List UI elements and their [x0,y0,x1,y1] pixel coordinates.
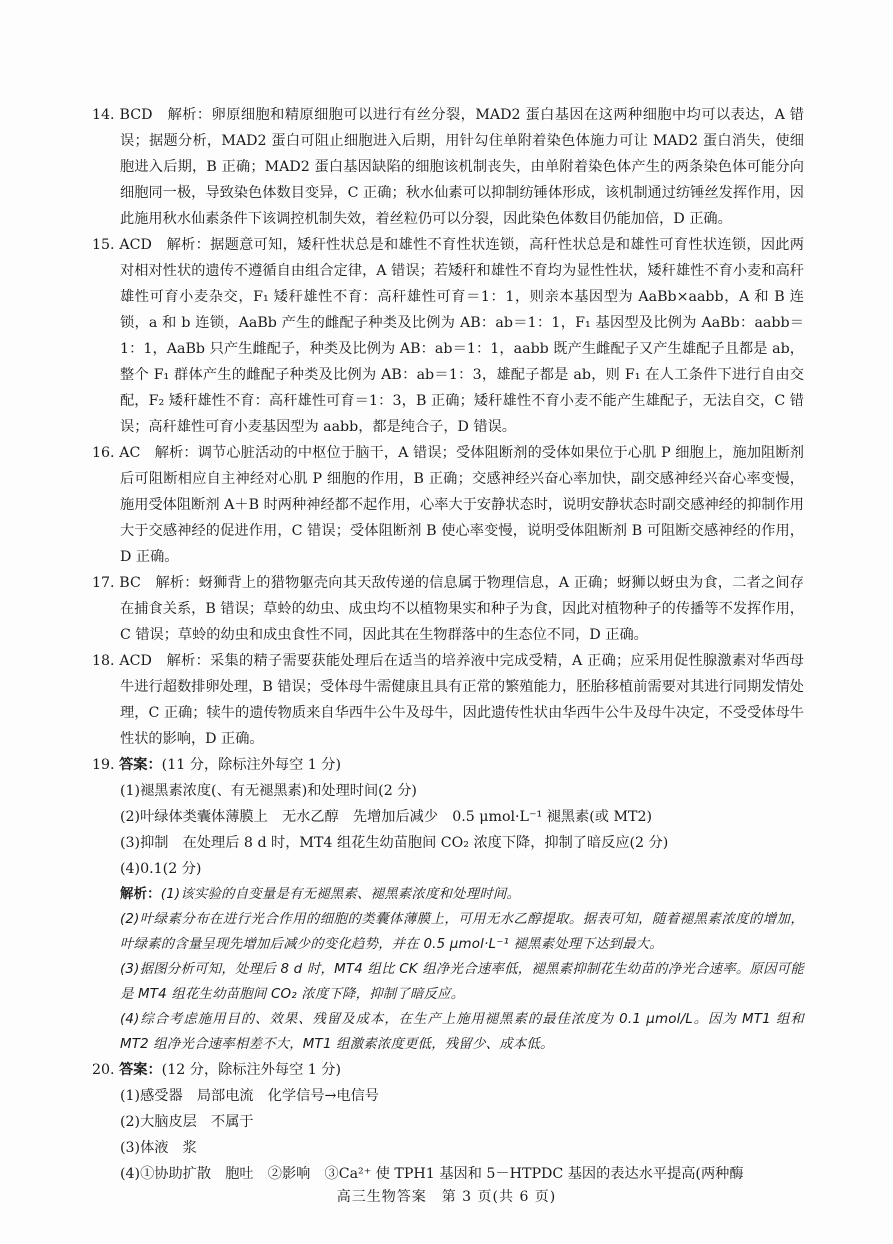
page-content [92,102,804,1187]
answer-20-label: 答案： [119,1062,162,1078]
analysis-19-text-1: (1)该实验的自变量是有无褪黑素、褪黑素浓度和处理时间。 [160,887,521,902]
answer-17: 17. BC 解析：蚜狮背上的猎物躯壳向其天敌传递的信息属于物理信息，A 正确；蚜狮以蚜虫为食，二者之间存在捕食关系，B 错误；草蛉的幼虫、成虫均不以植物果实和种子为食，因此对植物种子的传播等不发挥作用，C 错误；草蛉的幼虫和成虫食性不同，因此其在生物群落中的生态位不同，D 正确。 [92,575,804,643]
answer-20-heading [92,1057,804,1083]
answer-19-heading [92,752,804,778]
answer-19-score-note: (11 分，除标注外每空 1 分) [161,757,342,773]
analysis-19-part-1 [92,882,804,907]
answer-19-part-4: (4)0.1(2 分) [120,861,202,877]
answer-20-part-2: (2)大脑皮层 不属于 [120,1114,254,1130]
page-footer: 高三生物答案 第 3 页(共 6 页) [336,1189,557,1205]
answer-15: 15. ACD 解析：据题意可知，矮秆性状总是和雄性不育性状连锁，高秆性状总是和雄性可育性状连锁，因此两对相对性状的遗传不遵循自由组合定律，A 错误；若矮秆和雄性不育均为显性性状，矮秆雄性不育小麦和高秆雄性可育小麦杂交，F₁ 矮秆雄性不育：高秆雄性可育＝1：1，则亲本基因型为 AaBb×aabb，A 和 B 连锁，a 和 b 连锁，AaBb 产生的雌配子种类及比例为 AB：ab＝1：1，F₁ 基因型及比例为 AaBb：aabb＝1：1，AaBb 只产生雌配子，种类及比例为 AB：ab＝1：1，aabb 既产生雌配子又产生雄配子且都是 ab，整个 F₁ 群体产生的雌配子种类及比例为 AB：ab＝1：3，雄配子都是 ab，则 F₁ 在人工条件下进行自由交配，F₂ 矮秆雄性不育：高秆雄性可育＝1：3，B 正确；矮秆雄性不育小麦不能产生雄配子，无法自交，C 错误；高秆雄性可育小麦基因型为 aabb，都是纯合子，D 错误。 [92,237,804,435]
analysis-19-label: 解析： [120,887,161,902]
answer-16: 16. AC 解析：调节心脏活动的中枢位于脑干，A 错误；受体阻断剂的受体如果位于心肌 P 细胞上，施加阻断剂后可阻断相应自主神经对心肌 P 细胞的作用，B 正确；交感神经兴奋心率加快，副交感神经兴奋心率变慢，施用受体阻断剂 A＋B 时两种神经都不起作用，心率大于安静状态时，说明安静状态时副交感神经的抑制作用大于交感神经的促进作用，C 错误；受体阻断剂 B 使心率变慢，说明受体阻断剂 B 可阻断交感神经的作用，D 正确。 [92,445,804,565]
answer-19-part-2: (2)叶绿体类囊体薄膜上 无水乙醇 先增加后减少 0.5 μmol·L⁻¹ 褪黑素(或 MT2) [120,809,653,825]
analysis-19-part-2: (2)叶绿素分布在进行光合作用的细胞的类囊体薄膜上，可用无水乙醇提取。据表可知，随着褪黑素浓度的增加，叶绿素的含量呈现先增加后减少的变化趋势，并在 0.5 μmol·L⁻¹ 褪黑素处理下达到最大。 [120,912,804,952]
answer-20-number: 20. [92,1062,120,1078]
answer-14: 14. BCD 解析：卵原细胞和精原细胞可以进行有丝分裂，MAD2 蛋白基因在这两种细胞中均可以表达，A 错误；据题分析，MAD2 蛋白可阻止细胞进入后期，用针勾住单附着染色体施力可让 MAD2 蛋白消失，使细胞进入后期，B 正确；MAD2 蛋白基因缺陷的细胞该机制丧失，由单附着染色体产生的两条染色体可能分向细胞同一极，导致染色体数目变异，C 正确；秋水仙素可以抑制纺锤体形成，该机制通过纺锤丝发挥作用，因此施用秋水仙素条件下该调控机制失效，着丝粒仍可以分裂，因此染色体数目仍能加倍，D 正确。 [92,107,804,227]
answer-20-part-3: (3)体液 浆 [120,1140,197,1156]
answer-18: 18. ACD 解析：采集的精子需要获能处理后在适当的培养液中完成受精，A 正确；应采用促性腺激素对华西母牛进行超数排卵处理，B 错误；受体母牛需健康且具有正常的繁殖能力，胚胎移植前需要对其进行同期发情处理，C 正确；犊牛的遗传物质来自华西牛公牛及母牛，因此遗传性状由华西牛公牛及母牛决定，不受受体母牛性状的影响，D 正确。 [92,653,804,747]
analysis-19-part-3: (3)据图分析可知，处理后 8 d 时，MT4 组比 CK 组净光合速率低，褪黑素抑制花生幼苗的净光合速率。原因可能是 MT4 组花生幼苗胞间 CO₂ 浓度下降，抑制了暗反应。 [120,962,804,1002]
answer-19-number: 19. [92,757,120,773]
answer-20-part-1: (1)感受器 局部电流 化学信号→电信号 [120,1088,379,1104]
answer-19-part-3: (3)抑制 在处理后 8 d 时，MT4 组花生幼苗胞间 CO₂ 浓度下降，抑制了暗反应(2 分) [120,835,669,851]
analysis-19-part-4: (4)综合考虑施用目的、效果、残留及成本，在生产上施用褪黑素的最佳浓度为 0.1 μmol/L。因为 MT1 组和 MT2 组净光合速率相差不大，MT1 组激素浓度更低，残留少、成本低。 [120,1012,804,1052]
answer-20-score-note: (12 分，除标注外每空 1 分) [161,1062,342,1078]
answer-20-part-4: (4)①协助扩散 胞吐 ②影响 ③Ca²⁺ 使 TPH1 基因和 5－HTPDC 基因的表达水平提高(两种酶 [120,1166,744,1182]
answer-19-part-1: (1)褪黑素浓度(、有无褪黑素)和处理时间(2 分) [120,783,417,799]
answer-19-label: 答案： [119,757,162,773]
